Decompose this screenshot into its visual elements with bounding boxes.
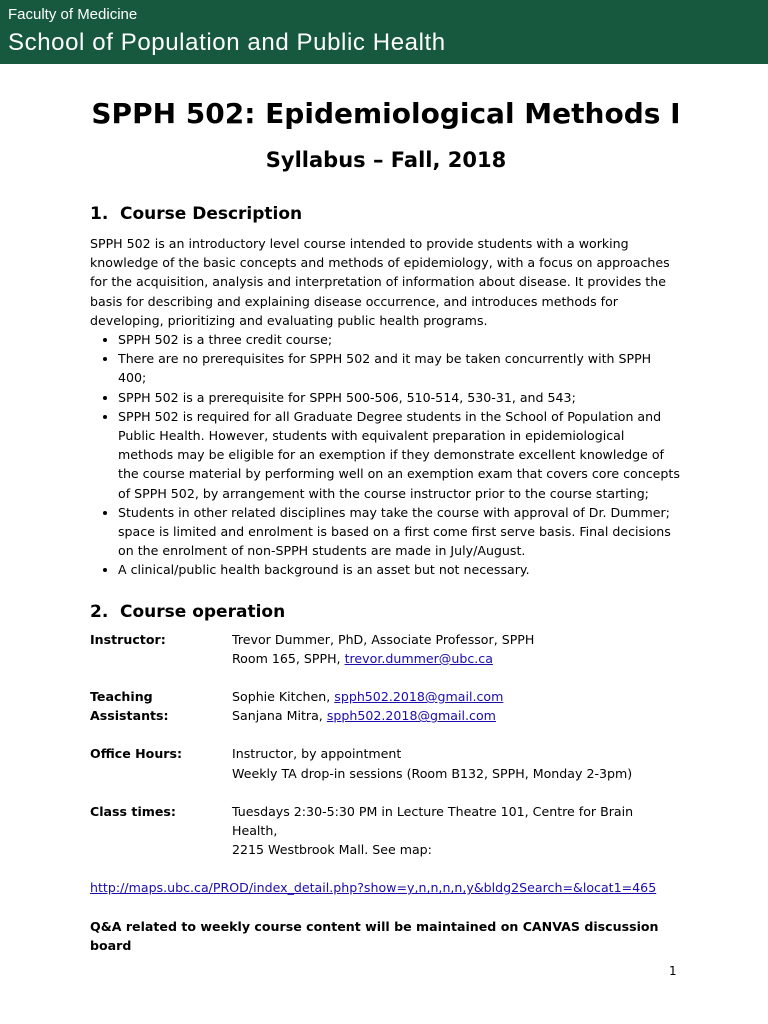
instructor-info [232, 630, 682, 668]
instructor-label: Instructor: [90, 631, 166, 647]
qa-note: Q&A related to weekly course content will be maintained on CANVAS discussion board [90, 918, 659, 953]
qa-note-row [90, 917, 682, 955]
map-link-row [90, 878, 682, 897]
map-link[interactable]: http://maps.ubc.ca/PROD/index_detail.php?show=y,n,n,n,n,y&bldg2Search=&locat1=465 [90, 880, 657, 896]
office-hours-label: Office Hours: [90, 746, 183, 762]
class-times-line: Tuesdays 2:30-5:30 PM in Lecture Theatre 101, Centre for Brain Health, [232, 803, 634, 839]
section-title: Course operation [120, 601, 286, 622]
instructor-email-link[interactable]: trevor.dummer@ubc.ca [344, 650, 493, 666]
faculty-name: Faculty of Medicine [8, 6, 138, 23]
ta-name: Sanjana Mitra, [232, 708, 327, 724]
section-heading-course-operation [90, 600, 682, 624]
ta-entry [232, 687, 682, 706]
school-name: School of Population and Public Health [8, 29, 446, 56]
page-number: 1 [669, 964, 677, 978]
office-hours-row [90, 744, 682, 782]
office-hours-ta: Weekly TA drop-in sessions (Room B132, SPPH, Monday 2-3pm) [232, 765, 633, 781]
section-title: Course Description [120, 204, 303, 224]
list-item: • SPPH 502 is a prerequisite for SPPH 500-506, 510-514, 530-31, and 543; [118, 388, 682, 407]
teaching-assistants-row [90, 687, 682, 725]
document-title: SPPH 502: Epidemiological Methods I [91, 97, 681, 130]
instructor-room [232, 649, 682, 668]
list-item: • SPPH 502 is required for all Graduate Degree students in the School of Population and Public Health. However, students with equivalent preparation in epidemiological methods may be eligible for an exemption if they demonstrate excellent knowledge of the course material by performing well on an exemption exam that covers core concepts of SPPH 502, by arrangement with the course instructor prior to the course starting; [118, 407, 682, 503]
list-item: • There are no prerequisites for SPPH 502 and it may be taken concurrently with SPPH 400; [118, 349, 682, 387]
ta-email-link[interactable]: spph502.2018@gmail.com [334, 689, 504, 705]
list-item: • Students in other related disciplines may take the course with approval of Dr. Dummer; space is limited and enrolment is based on a first come first serve basis. Final decisions on the enrolment of non-SPPH students are made in July/August. [118, 503, 682, 561]
class-times-info [232, 802, 682, 860]
instructor-room-text: Room 165, SPPH, [232, 650, 345, 666]
section-number: 1. [90, 204, 109, 224]
section-heading-course-description [90, 202, 682, 226]
ta-entry [232, 706, 682, 725]
document-body [90, 64, 682, 955]
class-times-label: Class times: [90, 803, 176, 819]
course-description-bullets [90, 330, 682, 580]
office-hours-info [232, 744, 682, 782]
office-hours-instructor: Instructor, by appointment [232, 746, 402, 762]
teaching-assistants-label: Teaching Assistants: [90, 689, 169, 724]
class-times-row [90, 802, 682, 860]
ta-name: Sophie Kitchen, [232, 689, 335, 705]
instructor-row [90, 630, 682, 668]
header-banner [0, 0, 768, 64]
course-description-paragraph: SPPH 502 is an introductory level course intended to provide students with a working knowledge of the basic concepts and methods of epidemiology, with a focus on approaches for the acquisition, analysis and interpretation of information about disease. It provides the basis for describing and explaining disease occurrence, and introduces methods for developing, prioritizing and evaluating public health programs. [90, 236, 670, 328]
document-subtitle: Syllabus – Fall, 2018 [265, 148, 507, 172]
ta-email-link[interactable]: spph502.2018@gmail.com [326, 708, 496, 724]
instructor-name: Trevor Dummer, PhD, Associate Professor, SPPH [232, 631, 535, 647]
list-item: • SPPH 502 is a three credit course; [118, 330, 682, 349]
list-item: • A clinical/public health background is an asset but not necessary. [118, 560, 682, 579]
section-number: 2. [90, 601, 109, 622]
teaching-assistants-info [232, 687, 682, 725]
class-location-line: 2215 Westbrook Mall. See map: [232, 842, 432, 858]
